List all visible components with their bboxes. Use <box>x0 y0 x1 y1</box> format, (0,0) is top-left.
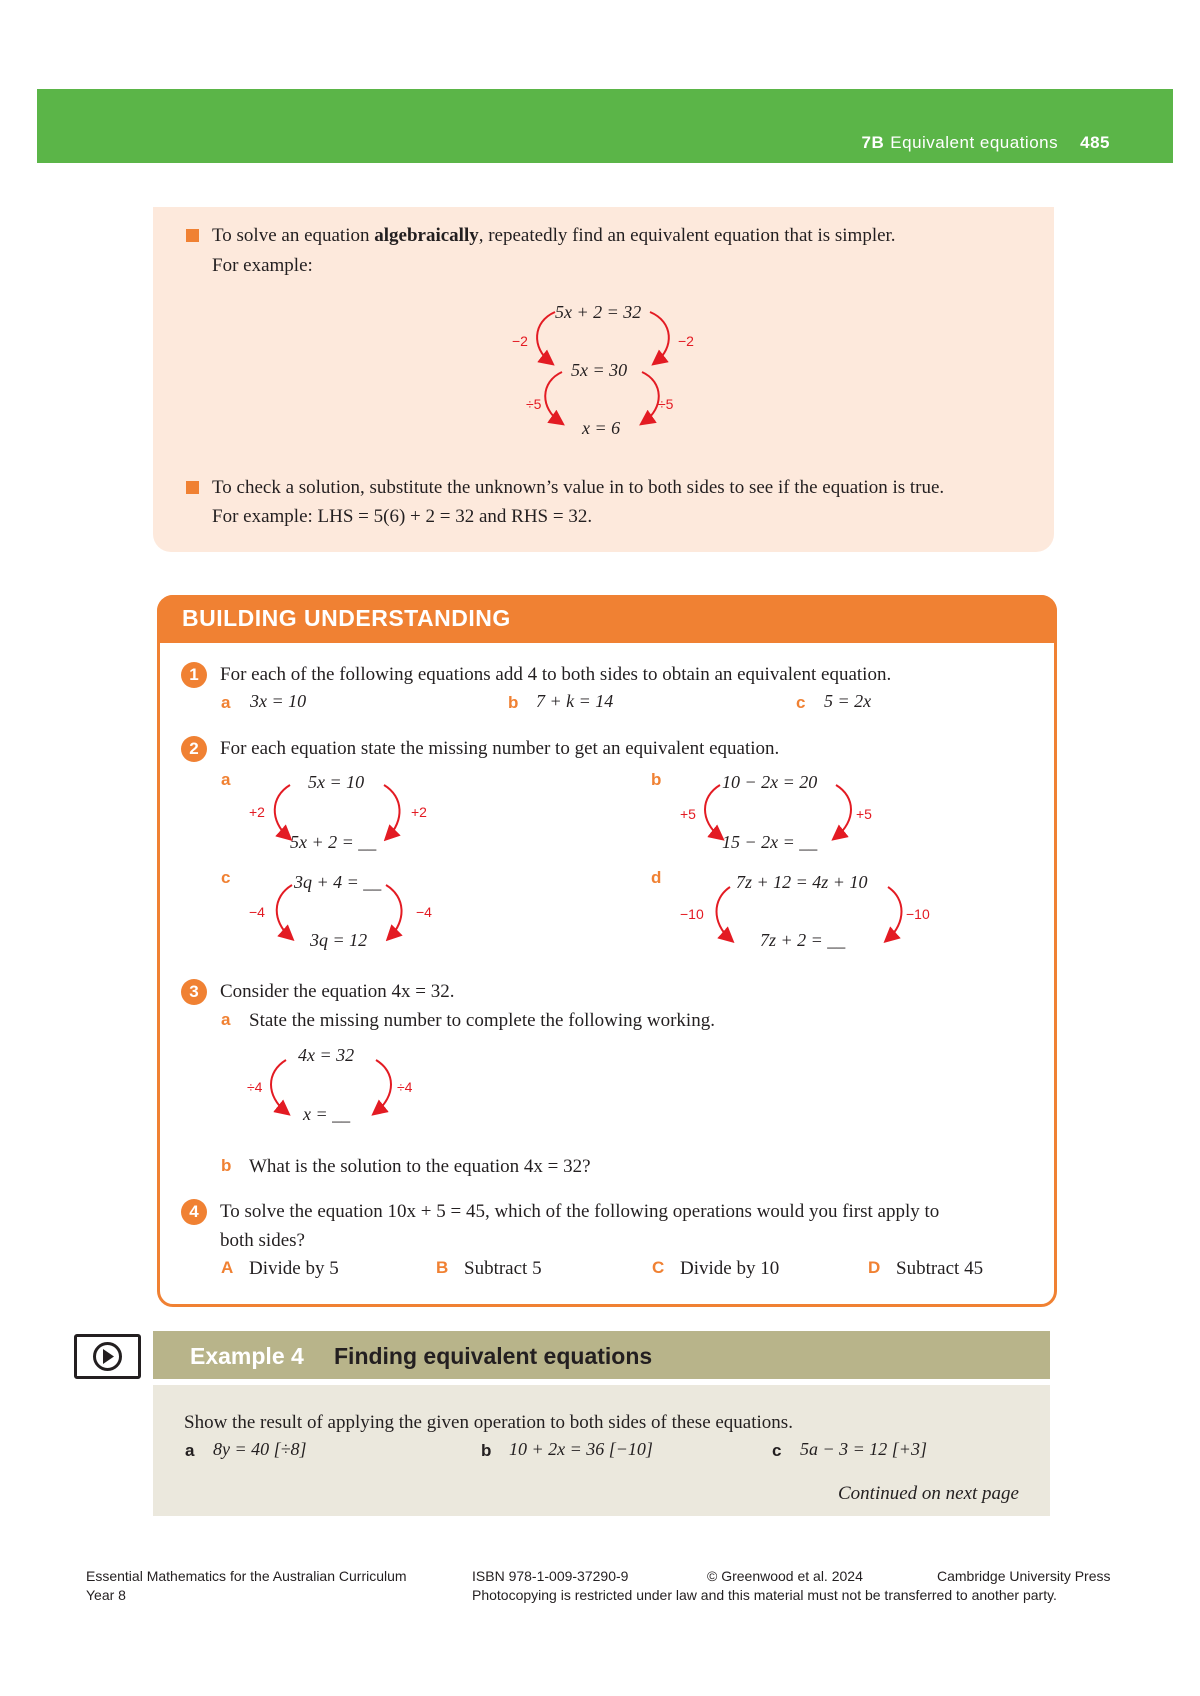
q2-part-d-label: d <box>651 868 662 887</box>
q3-part-b-text: What is the solution to the equation 4x = 32? <box>249 1156 591 1177</box>
q2-c-arrows <box>264 875 414 950</box>
question-4-line1: To solve the equation 10x + 5 = 45, which of the following operations would you first apply to <box>220 1201 940 1222</box>
example-part-c-label: c <box>772 1441 782 1460</box>
question-3-text: Consider the equation 4x = 32. <box>220 981 455 1002</box>
q2-part-b-top: 10 − 2x = 20 <box>722 772 818 792</box>
bullet-marker <box>186 481 199 494</box>
footer-isbn: ISBN 978-1-009-37290-9 <box>472 1568 629 1584</box>
example-label: Example 4 <box>190 1343 304 1369</box>
question-4-line2: both sides? <box>220 1230 305 1251</box>
q3-part-a-label: a <box>221 1010 231 1029</box>
q2-b-arrows <box>694 775 864 850</box>
footer-book: Essential Mathematics for the Australian Curriculum <box>86 1568 407 1584</box>
question-4-number: 4 <box>181 1199 207 1225</box>
q2-b-op-right: +5 <box>856 806 872 822</box>
example-prompt: Show the result of applying the given operation to both sides of these equations. <box>184 1412 793 1433</box>
video-play-icon[interactable] <box>74 1334 141 1379</box>
q2-part-a-top: 5x = 10 <box>308 772 365 792</box>
q3-a-op-left: ÷4 <box>247 1079 263 1095</box>
question-1-number: 1 <box>181 662 207 688</box>
key-idea-1 <box>212 221 896 251</box>
q3-part-a-text: State the missing number to complete the following working. <box>249 1010 715 1031</box>
footer-book-title <box>86 1567 446 1605</box>
diagram-op-right-1: −2 <box>678 333 694 349</box>
example-part-a-label: a <box>185 1441 195 1460</box>
q1-part-c-eq: 5 = 2x <box>824 691 872 711</box>
q3-part-b-label: b <box>221 1156 232 1175</box>
q3-a-bottom: x = __ <box>303 1104 351 1124</box>
key-idea-1-line2: For example: <box>212 255 313 276</box>
key-idea-1-bold: algebraically <box>374 225 479 246</box>
section-title: Equivalent equations <box>890 133 1059 152</box>
q1-part-b-label: b <box>508 693 519 712</box>
question-2-number: 2 <box>181 736 207 762</box>
q2-b-op-left: +5 <box>680 806 696 822</box>
q2-d-arrows <box>708 875 908 950</box>
diagram-eq-3: x = 6 <box>582 418 621 438</box>
footer-publisher: Cambridge University Press <box>937 1568 1111 1584</box>
q2-part-c-label: c <box>221 868 231 887</box>
q1-part-c-label: c <box>796 693 806 712</box>
footer-copyright: © Greenwood et al. 2024 <box>707 1568 863 1584</box>
example-part-c-eq: 5a − 3 = 12 [+3] <box>800 1439 927 1459</box>
play-circle-icon <box>77 1337 138 1376</box>
diagram-arrows <box>520 300 690 440</box>
q2-c-op-right: −4 <box>416 904 432 920</box>
q4-option-c-text: Divide by 10 <box>680 1258 780 1279</box>
q4-option-d-label: D <box>868 1258 881 1277</box>
q3-a-top: 4x = 32 <box>298 1045 355 1065</box>
q2-part-c-bottom: 3q = 12 <box>310 930 368 950</box>
q3-a-arrows <box>260 1050 400 1125</box>
diagram-op-left-2: ÷5 <box>526 396 542 412</box>
q2-c-op-left: −4 <box>249 904 265 920</box>
key-idea-1-text: To solve an equation <box>212 225 375 246</box>
q4-option-d-text: Subtract 45 <box>896 1258 984 1279</box>
footer-notice: Photocopying is restricted under law and this material must not be transferred to another party. <box>472 1587 1057 1603</box>
q2-part-b-label: b <box>651 770 662 789</box>
q2-part-a-bottom: 5x + 2 = __ <box>290 832 377 852</box>
example-title: Finding equivalent equations <box>334 1343 653 1369</box>
diagram-op-right-2: ÷5 <box>658 396 674 412</box>
q4-option-c-label: C <box>652 1258 665 1277</box>
footer-year: Year 8 <box>86 1587 126 1603</box>
q2-d-op-left: −10 <box>680 906 704 922</box>
question-3-number: 3 <box>181 979 207 1005</box>
example-part-a-eq: 8y = 40 [÷8] <box>213 1439 307 1459</box>
example-part-b-eq: 10 + 2x = 36 [−10] <box>509 1439 653 1459</box>
q1-part-a-label: a <box>221 693 231 712</box>
example-part-b-label: b <box>481 1441 492 1460</box>
q1-part-a-eq: 3x = 10 <box>250 691 307 711</box>
running-header <box>862 133 1110 153</box>
diagram-eq-1: 5x + 2 = 32 <box>555 302 642 322</box>
q3-a-op-right: ÷4 <box>397 1079 413 1095</box>
diagram-op-left-1: −2 <box>512 333 528 349</box>
key-idea-2-line1: To check a solution, substitute the unknown’s value in to both sides to see if the equation is true. <box>212 477 945 498</box>
diagram-eq-2: 5x = 30 <box>571 360 628 380</box>
question-1-text: For each of the following equations add 4 to both sides to obtain an equivalent equation. <box>220 664 892 685</box>
q4-option-a-text: Divide by 5 <box>249 1258 339 1279</box>
key-idea-1-text-end: , repeatedly find an equivalent equation that is simpler. <box>478 225 896 246</box>
page-number: 485 <box>1080 133 1110 152</box>
q2-d-op-right: −10 <box>906 906 930 922</box>
building-understanding-title: BUILDING UNDERSTANDING <box>182 605 511 631</box>
q2-part-c-top: 3q + 4 = __ <box>294 872 382 892</box>
q4-option-b-text: Subtract 5 <box>464 1258 542 1279</box>
bullet-marker <box>186 229 199 242</box>
key-idea-2-line2: For example: LHS = 5(6) + 2 = 32 and RHS = 32. <box>212 506 593 527</box>
section-code: 7B <box>861 133 885 152</box>
q2-part-a-label: a <box>221 770 231 789</box>
q2-part-d-bottom: 7z + 2 = __ <box>760 930 846 950</box>
question-2-text: For each equation state the missing number to get an equivalent equation. <box>220 738 780 759</box>
q4-option-a-label: A <box>221 1258 234 1277</box>
q2-part-d-top: 7z + 12 = 4z + 10 <box>736 872 868 892</box>
q2-a-op-right: +2 <box>411 804 427 820</box>
q2-a-op-left: +2 <box>249 804 265 820</box>
q1-part-b-eq: 7 + k = 14 <box>536 691 614 711</box>
continued-note: Continued on next page <box>838 1483 1019 1504</box>
q2-part-b-bottom: 15 − 2x = __ <box>722 832 818 852</box>
q4-option-b-label: B <box>436 1258 449 1277</box>
q2-a-arrows <box>262 775 412 850</box>
